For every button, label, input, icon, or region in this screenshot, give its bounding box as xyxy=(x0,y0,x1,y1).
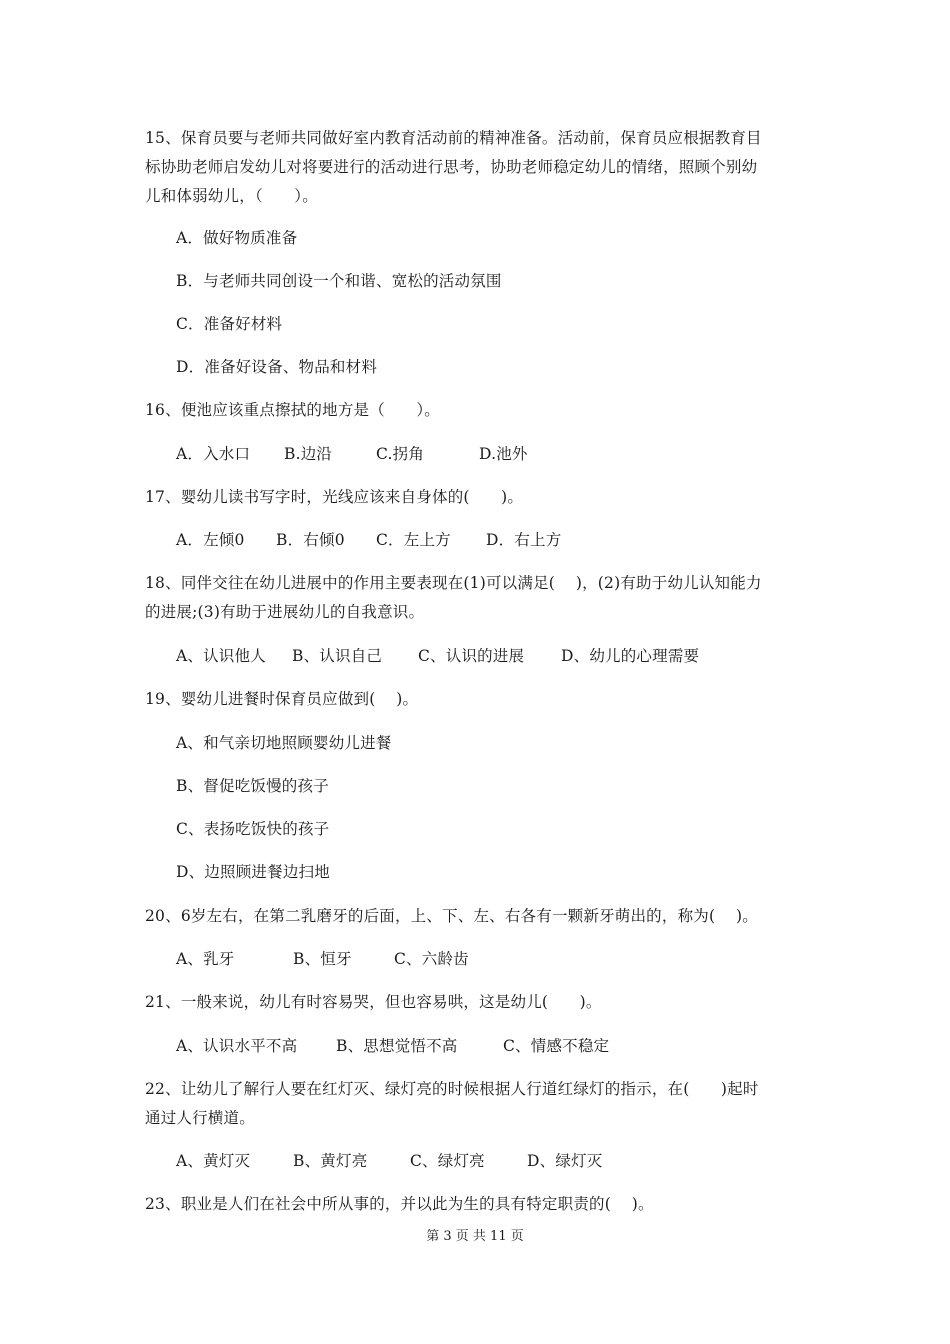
q21-option-b: B、思想觉悟不高 xyxy=(336,1037,458,1055)
q20-option-a: A、乳牙 xyxy=(176,950,235,968)
q15-option-d: D．准备好设备、物品和材料 xyxy=(176,358,378,376)
q15-option-b: B．与老师共同创设一个和谐、宽松的活动氛围 xyxy=(176,272,502,290)
q18-option-c: C、认识的进展 xyxy=(418,647,525,665)
q19-option-b: B、督促吃饭慢的孩子 xyxy=(176,777,329,795)
q20-option-c: C、六龄齿 xyxy=(394,950,469,968)
q19-option-d: D、边照顾进餐边扫地 xyxy=(176,863,330,881)
q19-option-a: A、和气亲切地照顾婴幼儿进餐 xyxy=(176,734,392,752)
q17-option-b: B．右倾0 xyxy=(276,531,345,549)
q22-option-d: D、绿灯灭 xyxy=(527,1152,603,1170)
q15-stem-line-2: 标协助老师启发幼儿对将要进行的活动进行思考，协助老师稳定幼儿的情绪，照顾个别幼 xyxy=(145,158,758,176)
q16-option-b: B.边沿 xyxy=(284,445,333,463)
q21-stem: 21、一般来说，幼儿有时容易哭，但也容易哄，这是幼儿( )。 xyxy=(145,993,602,1011)
q18-stem-line-2: 的进展;(3)有助于进展幼儿的自我意识。 xyxy=(145,603,425,621)
q18-options xyxy=(176,646,846,666)
q20-stem: 20、6岁左右，在第二乳磨牙的后面，上、下、左、右各有一颗新牙萌出的，称为( )。 xyxy=(145,907,759,925)
q15-option-a: A．做好物质准备 xyxy=(176,229,298,247)
q23-stem: 23、职业是人们在社会中所从事的，并以此为生的具有特定职责的( )。 xyxy=(145,1195,654,1213)
q15-stem-line-3: 儿和体弱幼儿，（ ）。 xyxy=(145,187,318,205)
q22-options xyxy=(176,1151,846,1171)
q16-option-d: D.池外 xyxy=(479,445,528,463)
q22-stem-line-2: 通过人行横道。 xyxy=(145,1109,255,1127)
q21-option-c: C、情感不稳定 xyxy=(503,1037,610,1055)
q15-stem-line-1: 15、保育员要与老师共同做好室内教育活动前的精神准备。活动前，保育员应根据教育目 xyxy=(145,129,762,147)
q17-stem: 17、婴幼儿读书写字时，光线应该来自身体的( )。 xyxy=(145,488,524,506)
q19-stem: 19、婴幼儿进餐时保育员应做到( )。 xyxy=(145,690,419,708)
q17-option-c: C．左上方 xyxy=(376,531,451,549)
q15-option-c: C．准备好材料 xyxy=(176,315,283,333)
q18-stem-line-1: 18、同伴交往在幼儿进展中的作用主要表现在(1)可以满足( )，(2)有助于幼儿认知能力 xyxy=(145,574,762,592)
q21-options xyxy=(176,1036,846,1056)
q21-option-a: A、认识水平不高 xyxy=(176,1037,298,1055)
q19-option-c: C、表扬吃饭快的孩子 xyxy=(176,820,330,838)
q18-option-d: D、幼儿的心理需要 xyxy=(561,647,700,665)
q16-options xyxy=(176,444,846,464)
q18-option-b: B、认识自己 xyxy=(292,647,383,665)
q16-option-c: C.拐角 xyxy=(376,445,425,463)
q17-option-d: D．右上方 xyxy=(486,531,562,549)
q16-option-a: A．入水口 xyxy=(176,445,251,463)
page-footer: 第 3 页 共 11 页 xyxy=(426,1229,524,1244)
q20-option-b: B、恒牙 xyxy=(293,950,352,968)
q16-stem: 16、便池应该重点擦拭的地方是（ ）。 xyxy=(145,401,440,419)
q20-options xyxy=(176,949,846,969)
q22-option-c: C、绿灯亮 xyxy=(410,1152,485,1170)
q17-option-a: A．左倾0 xyxy=(176,531,245,549)
q22-option-a: A、黄灯灭 xyxy=(176,1152,251,1170)
q18-option-a: A、认识他人 xyxy=(176,647,266,665)
q22-option-b: B、黄灯亮 xyxy=(293,1152,368,1170)
q17-options xyxy=(176,530,846,550)
q22-stem-line-1: 22、让幼儿了解行人要在红灯灭、绿灯亮的时候根据人行道红绿灯的指示，在( )起时 xyxy=(145,1080,759,1098)
